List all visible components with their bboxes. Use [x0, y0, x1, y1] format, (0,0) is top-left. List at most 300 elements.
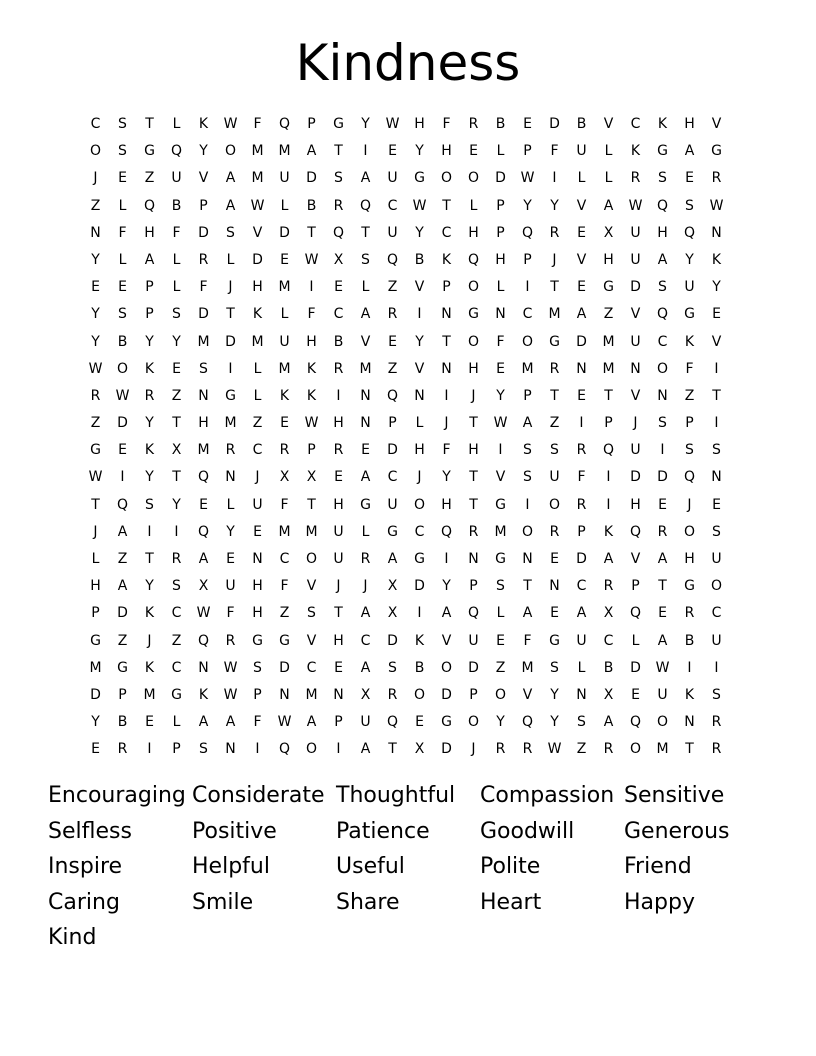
grid-letter[interactable]: V: [630, 551, 641, 567]
grid-letter[interactable]: F: [253, 714, 262, 731]
grid-letter[interactable]: S: [118, 306, 127, 323]
grid-letter[interactable]: R: [144, 387, 155, 404]
grid-letter[interactable]: F: [577, 469, 586, 486]
grid-letter[interactable]: K: [306, 360, 317, 377]
grid-letter[interactable]: O: [656, 360, 669, 377]
grid-letter[interactable]: Y: [199, 143, 208, 160]
grid-letter[interactable]: T: [469, 469, 478, 486]
grid-letter[interactable]: D: [576, 333, 587, 350]
grid-letter[interactable]: C: [630, 116, 641, 132]
grid-letter[interactable]: V: [495, 469, 506, 486]
grid-letter[interactable]: R: [711, 170, 722, 187]
grid-letter[interactable]: O: [89, 143, 102, 160]
grid-letter[interactable]: S: [658, 415, 667, 432]
grid-letter[interactable]: C: [657, 333, 668, 350]
grid-letter[interactable]: F: [280, 578, 289, 595]
grid-letter[interactable]: N: [711, 224, 722, 241]
grid-letter[interactable]: A: [387, 551, 398, 567]
grid-letter[interactable]: Q: [197, 523, 210, 540]
grid-letter[interactable]: D: [495, 170, 506, 187]
grid-letter[interactable]: B: [306, 197, 317, 214]
grid-letter[interactable]: R: [549, 523, 560, 540]
grid-letter[interactable]: A: [225, 197, 236, 214]
grid-letter[interactable]: K: [414, 632, 425, 649]
grid-letter[interactable]: V: [306, 578, 317, 595]
grid-letter[interactable]: V: [441, 632, 452, 649]
grid-letter[interactable]: C: [252, 442, 263, 459]
grid-letter[interactable]: Q: [440, 523, 453, 540]
grid-letter[interactable]: R: [333, 442, 344, 459]
grid-letter[interactable]: W: [115, 387, 130, 404]
grid-letter[interactable]: D: [117, 415, 128, 432]
grid-letter[interactable]: R: [279, 442, 290, 459]
grid-letter[interactable]: O: [440, 659, 453, 676]
grid-letter[interactable]: Z: [171, 387, 182, 404]
grid-letter[interactable]: F: [280, 496, 289, 513]
grid-letter[interactable]: H: [252, 578, 263, 595]
grid-letter[interactable]: E: [658, 605, 667, 622]
grid-letter[interactable]: E: [334, 659, 343, 676]
grid-letter[interactable]: P: [199, 197, 208, 214]
grid-letter[interactable]: J: [633, 415, 638, 432]
grid-letter[interactable]: G: [144, 143, 155, 160]
grid-letter[interactable]: U: [171, 170, 182, 187]
grid-letter[interactable]: K: [711, 251, 722, 268]
grid-letter[interactable]: L: [631, 632, 640, 649]
grid-letter[interactable]: G: [90, 442, 101, 459]
grid-letter[interactable]: L: [91, 551, 100, 567]
grid-letter[interactable]: E: [550, 605, 559, 622]
grid-letter[interactable]: X: [198, 578, 209, 595]
grid-letter[interactable]: F: [199, 279, 208, 296]
grid-letter[interactable]: W: [628, 197, 643, 214]
grid-letter[interactable]: B: [117, 714, 128, 731]
grid-letter[interactable]: U: [630, 442, 641, 459]
grid-letter[interactable]: P: [496, 224, 505, 241]
grid-letter[interactable]: U: [630, 224, 641, 241]
grid-letter[interactable]: H: [198, 415, 209, 432]
grid-letter[interactable]: C: [711, 605, 722, 622]
grid-letter[interactable]: Y: [145, 578, 154, 595]
grid-letter[interactable]: N: [225, 741, 236, 758]
grid-letter[interactable]: Z: [387, 360, 398, 377]
grid-letter[interactable]: P: [172, 741, 181, 758]
grid-letter[interactable]: Z: [90, 415, 101, 432]
grid-letter[interactable]: E: [118, 279, 127, 296]
grid-letter[interactable]: S: [388, 659, 397, 676]
grid-letter[interactable]: R: [387, 306, 398, 323]
grid-letter[interactable]: O: [116, 360, 129, 377]
grid-letter[interactable]: V: [360, 333, 371, 350]
grid-letter[interactable]: H: [603, 251, 614, 268]
grid-letter[interactable]: I: [552, 170, 557, 187]
grid-letter[interactable]: D: [387, 442, 398, 459]
grid-letter[interactable]: C: [171, 659, 182, 676]
grid-letter[interactable]: G: [684, 578, 695, 595]
grid-letter[interactable]: W: [412, 197, 427, 214]
grid-letter[interactable]: C: [279, 551, 290, 567]
grid-letter[interactable]: T: [685, 741, 694, 758]
grid-letter[interactable]: V: [576, 251, 587, 268]
grid-letter[interactable]: N: [225, 469, 236, 486]
grid-letter[interactable]: U: [279, 170, 290, 187]
grid-letter[interactable]: S: [550, 659, 559, 676]
grid-letter[interactable]: T: [334, 605, 343, 622]
grid-letter[interactable]: Y: [523, 197, 532, 214]
grid-letter[interactable]: C: [387, 469, 398, 486]
grid-letter[interactable]: S: [577, 714, 586, 731]
grid-letter[interactable]: P: [523, 387, 532, 404]
grid-letter[interactable]: S: [145, 496, 154, 513]
grid-letter[interactable]: O: [467, 170, 480, 187]
grid-letter[interactable]: V: [603, 116, 614, 132]
grid-letter[interactable]: M: [278, 279, 291, 296]
grid-letter[interactable]: X: [333, 251, 344, 268]
grid-letter[interactable]: A: [360, 741, 371, 758]
grid-letter[interactable]: L: [577, 659, 586, 676]
grid-letter[interactable]: C: [333, 306, 344, 323]
grid-letter[interactable]: G: [90, 632, 101, 649]
grid-letter[interactable]: G: [414, 170, 425, 187]
grid-letter[interactable]: W: [223, 116, 238, 132]
grid-letter[interactable]: O: [710, 578, 723, 595]
grid-letter[interactable]: Q: [467, 605, 480, 622]
grid-letter[interactable]: Z: [117, 632, 128, 649]
grid-letter[interactable]: Z: [171, 632, 182, 649]
grid-letter[interactable]: D: [117, 605, 128, 622]
grid-letter[interactable]: A: [603, 551, 614, 567]
grid-letter[interactable]: R: [657, 523, 668, 540]
grid-letter[interactable]: J: [93, 170, 98, 187]
grid-letter[interactable]: G: [414, 551, 425, 567]
grid-letter[interactable]: F: [118, 224, 127, 241]
grid-letter[interactable]: T: [307, 224, 316, 241]
grid-letter[interactable]: D: [414, 578, 425, 595]
grid-letter[interactable]: Q: [521, 714, 534, 731]
grid-letter[interactable]: H: [468, 360, 479, 377]
grid-letter[interactable]: J: [363, 578, 368, 595]
grid-letter[interactable]: R: [603, 578, 614, 595]
grid-letter[interactable]: U: [630, 333, 641, 350]
grid-letter[interactable]: A: [603, 714, 614, 731]
grid-letter[interactable]: Q: [278, 741, 291, 758]
grid-letter[interactable]: H: [306, 333, 317, 350]
grid-letter[interactable]: R: [117, 741, 128, 758]
grid-letter[interactable]: X: [603, 224, 614, 241]
grid-letter[interactable]: M: [602, 360, 615, 377]
grid-letter[interactable]: M: [548, 306, 561, 323]
grid-letter[interactable]: K: [603, 523, 614, 540]
grid-letter[interactable]: K: [279, 387, 290, 404]
grid-letter[interactable]: E: [118, 170, 127, 187]
grid-letter[interactable]: A: [225, 714, 236, 731]
grid-letter[interactable]: B: [414, 251, 425, 268]
grid-letter[interactable]: T: [550, 387, 559, 404]
grid-letter[interactable]: Z: [549, 415, 560, 432]
grid-letter[interactable]: O: [494, 686, 507, 703]
grid-letter[interactable]: G: [171, 686, 182, 703]
grid-letter[interactable]: V: [711, 116, 722, 132]
grid-letter[interactable]: H: [495, 251, 506, 268]
grid-letter[interactable]: D: [549, 116, 560, 132]
grid-letter[interactable]: A: [522, 415, 533, 432]
grid-letter[interactable]: U: [333, 523, 344, 540]
grid-letter[interactable]: J: [471, 741, 476, 758]
grid-letter[interactable]: O: [548, 496, 561, 513]
grid-letter[interactable]: D: [225, 333, 236, 350]
grid-letter[interactable]: G: [279, 632, 290, 649]
grid-letter[interactable]: G: [657, 143, 668, 160]
grid-letter[interactable]: S: [712, 442, 721, 459]
grid-letter[interactable]: G: [684, 306, 695, 323]
grid-letter[interactable]: A: [306, 143, 317, 160]
grid-letter[interactable]: V: [306, 632, 317, 649]
grid-letter[interactable]: S: [199, 360, 208, 377]
grid-letter[interactable]: M: [89, 659, 102, 676]
grid-letter[interactable]: R: [225, 442, 236, 459]
grid-letter[interactable]: L: [496, 143, 505, 160]
grid-letter[interactable]: Z: [576, 741, 587, 758]
grid-letter[interactable]: K: [144, 605, 155, 622]
grid-letter[interactable]: V: [414, 360, 425, 377]
grid-letter[interactable]: A: [198, 551, 209, 567]
grid-letter[interactable]: P: [334, 714, 343, 731]
grid-letter[interactable]: S: [307, 605, 316, 622]
grid-letter[interactable]: D: [198, 224, 209, 241]
grid-letter[interactable]: Y: [145, 469, 154, 486]
grid-letter[interactable]: H: [333, 415, 344, 432]
grid-letter[interactable]: A: [360, 170, 371, 187]
grid-letter[interactable]: Z: [279, 605, 290, 622]
grid-letter[interactable]: W: [223, 686, 238, 703]
grid-letter[interactable]: P: [442, 279, 451, 296]
grid-letter[interactable]: I: [120, 469, 125, 486]
grid-letter[interactable]: A: [360, 469, 371, 486]
grid-letter[interactable]: G: [603, 279, 614, 296]
grid-letter[interactable]: I: [444, 551, 449, 567]
grid-letter[interactable]: W: [655, 659, 670, 676]
grid-letter[interactable]: R: [387, 686, 398, 703]
grid-letter[interactable]: O: [683, 523, 696, 540]
grid-letter[interactable]: R: [90, 387, 101, 404]
grid-letter[interactable]: T: [361, 224, 370, 241]
grid-letter[interactable]: F: [226, 605, 235, 622]
grid-letter[interactable]: L: [118, 251, 127, 268]
grid-letter[interactable]: U: [576, 143, 587, 160]
grid-letter[interactable]: S: [172, 578, 181, 595]
grid-letter[interactable]: Z: [252, 415, 263, 432]
grid-letter[interactable]: X: [360, 686, 371, 703]
grid-letter[interactable]: O: [656, 714, 669, 731]
grid-letter[interactable]: D: [90, 686, 101, 703]
grid-letter[interactable]: U: [360, 714, 371, 731]
grid-letter[interactable]: T: [145, 551, 154, 567]
grid-letter[interactable]: N: [441, 360, 452, 377]
grid-letter[interactable]: E: [172, 360, 181, 377]
grid-letter[interactable]: Q: [386, 251, 399, 268]
grid-letter[interactable]: I: [228, 360, 233, 377]
grid-letter[interactable]: M: [278, 360, 291, 377]
grid-letter[interactable]: A: [360, 659, 371, 676]
grid-letter[interactable]: R: [711, 714, 722, 731]
grid-letter[interactable]: F: [496, 333, 505, 350]
grid-letter[interactable]: E: [496, 632, 505, 649]
grid-letter[interactable]: A: [225, 170, 236, 187]
grid-letter[interactable]: J: [552, 251, 557, 268]
grid-letter[interactable]: D: [198, 306, 209, 323]
grid-letter[interactable]: D: [441, 741, 452, 758]
grid-letter[interactable]: H: [333, 632, 344, 649]
grid-letter[interactable]: T: [172, 469, 181, 486]
grid-letter[interactable]: P: [496, 197, 505, 214]
grid-letter[interactable]: K: [684, 686, 695, 703]
grid-letter[interactable]: Y: [361, 116, 370, 132]
grid-letter[interactable]: M: [305, 523, 318, 540]
grid-letter[interactable]: Q: [332, 224, 345, 241]
grid-letter[interactable]: F: [172, 224, 181, 241]
grid-letter[interactable]: E: [658, 496, 667, 513]
grid-letter[interactable]: A: [360, 306, 371, 323]
grid-letter[interactable]: P: [577, 523, 586, 540]
grid-letter[interactable]: A: [603, 197, 614, 214]
grid-letter[interactable]: Q: [386, 387, 399, 404]
grid-letter[interactable]: I: [417, 306, 422, 323]
grid-letter[interactable]: M: [278, 523, 291, 540]
grid-letter[interactable]: W: [385, 116, 400, 132]
grid-letter[interactable]: N: [468, 551, 479, 567]
grid-letter[interactable]: X: [387, 578, 398, 595]
grid-letter[interactable]: H: [468, 442, 479, 459]
grid-letter[interactable]: U: [684, 279, 695, 296]
grid-letter[interactable]: D: [657, 469, 668, 486]
grid-letter[interactable]: L: [280, 197, 289, 214]
grid-letter[interactable]: A: [441, 605, 452, 622]
grid-letter[interactable]: H: [684, 116, 695, 132]
grid-letter[interactable]: W: [196, 605, 211, 622]
grid-letter[interactable]: I: [525, 279, 530, 296]
grid-letter[interactable]: L: [253, 360, 262, 377]
grid-letter[interactable]: O: [521, 523, 534, 540]
grid-letter[interactable]: D: [387, 632, 398, 649]
grid-letter[interactable]: U: [279, 333, 290, 350]
grid-letter[interactable]: J: [228, 279, 233, 296]
grid-letter[interactable]: K: [252, 306, 263, 323]
grid-letter[interactable]: S: [658, 170, 667, 187]
grid-letter[interactable]: K: [441, 251, 452, 268]
grid-letter[interactable]: Z: [495, 659, 506, 676]
grid-letter[interactable]: Y: [685, 251, 694, 268]
grid-letter[interactable]: C: [306, 659, 317, 676]
grid-letter[interactable]: I: [579, 415, 584, 432]
grid-letter[interactable]: L: [496, 605, 505, 622]
grid-letter[interactable]: A: [198, 714, 209, 731]
grid-letter[interactable]: E: [91, 279, 100, 296]
grid-letter[interactable]: N: [549, 578, 560, 595]
grid-letter[interactable]: E: [685, 170, 694, 187]
grid-letter[interactable]: Y: [91, 714, 100, 731]
grid-letter[interactable]: M: [494, 523, 507, 540]
grid-letter[interactable]: M: [602, 333, 615, 350]
grid-letter[interactable]: A: [657, 551, 668, 567]
grid-letter[interactable]: E: [334, 469, 343, 486]
grid-letter[interactable]: E: [199, 496, 208, 513]
grid-letter[interactable]: J: [336, 578, 341, 595]
grid-letter[interactable]: I: [714, 659, 719, 676]
grid-letter[interactable]: Q: [683, 224, 696, 241]
grid-letter[interactable]: Y: [91, 306, 100, 323]
grid-letter[interactable]: P: [604, 415, 613, 432]
grid-letter[interactable]: I: [336, 741, 341, 758]
grid-letter[interactable]: G: [333, 116, 344, 132]
grid-letter[interactable]: N: [360, 387, 371, 404]
grid-letter[interactable]: V: [630, 306, 641, 323]
grid-letter[interactable]: R: [225, 632, 236, 649]
grid-letter[interactable]: D: [630, 659, 641, 676]
grid-letter[interactable]: F: [550, 143, 559, 160]
grid-letter[interactable]: S: [361, 251, 370, 268]
grid-letter[interactable]: D: [252, 251, 263, 268]
grid-letter[interactable]: G: [549, 333, 560, 350]
grid-letter[interactable]: K: [198, 116, 209, 132]
grid-letter[interactable]: Y: [712, 279, 721, 296]
grid-letter[interactable]: T: [442, 333, 451, 350]
grid-letter[interactable]: W: [88, 360, 103, 377]
grid-letter[interactable]: A: [144, 251, 155, 268]
grid-letter[interactable]: Q: [278, 116, 291, 132]
grid-letter[interactable]: P: [631, 578, 640, 595]
grid-letter[interactable]: H: [414, 116, 425, 132]
grid-letter[interactable]: M: [656, 741, 669, 758]
grid-letter[interactable]: Y: [145, 415, 154, 432]
grid-letter[interactable]: I: [606, 496, 611, 513]
grid-letter[interactable]: N: [522, 551, 533, 567]
grid-letter[interactable]: P: [145, 279, 154, 296]
grid-letter[interactable]: E: [118, 442, 127, 459]
grid-letter[interactable]: A: [360, 605, 371, 622]
grid-letter[interactable]: H: [333, 496, 344, 513]
grid-letter[interactable]: Q: [197, 469, 210, 486]
grid-letter[interactable]: M: [224, 415, 237, 432]
grid-letter[interactable]: R: [711, 741, 722, 758]
grid-letter[interactable]: S: [118, 116, 127, 132]
grid-letter[interactable]: R: [576, 442, 587, 459]
grid-letter[interactable]: G: [549, 632, 560, 649]
grid-letter[interactable]: Y: [145, 333, 154, 350]
grid-letter[interactable]: E: [253, 523, 262, 540]
grid-letter[interactable]: K: [657, 116, 668, 132]
grid-letter[interactable]: M: [197, 333, 210, 350]
grid-letter[interactable]: L: [280, 306, 289, 323]
grid-letter[interactable]: T: [91, 496, 100, 513]
grid-letter[interactable]: V: [252, 224, 263, 241]
grid-letter[interactable]: N: [684, 714, 695, 731]
grid-letter[interactable]: Y: [91, 251, 100, 268]
grid-letter[interactable]: Q: [359, 197, 372, 214]
grid-letter[interactable]: R: [468, 523, 479, 540]
grid-letter[interactable]: R: [684, 605, 695, 622]
grid-letter[interactable]: F: [442, 442, 451, 459]
grid-letter[interactable]: O: [467, 279, 480, 296]
grid-letter[interactable]: T: [604, 387, 613, 404]
grid-letter[interactable]: W: [88, 469, 103, 486]
grid-letter[interactable]: L: [226, 496, 235, 513]
grid-letter[interactable]: O: [467, 333, 480, 350]
grid-letter[interactable]: W: [547, 741, 562, 758]
grid-letter[interactable]: H: [657, 224, 668, 241]
grid-letter[interactable]: B: [495, 116, 506, 132]
grid-letter[interactable]: K: [630, 143, 641, 160]
grid-letter[interactable]: H: [684, 551, 695, 567]
